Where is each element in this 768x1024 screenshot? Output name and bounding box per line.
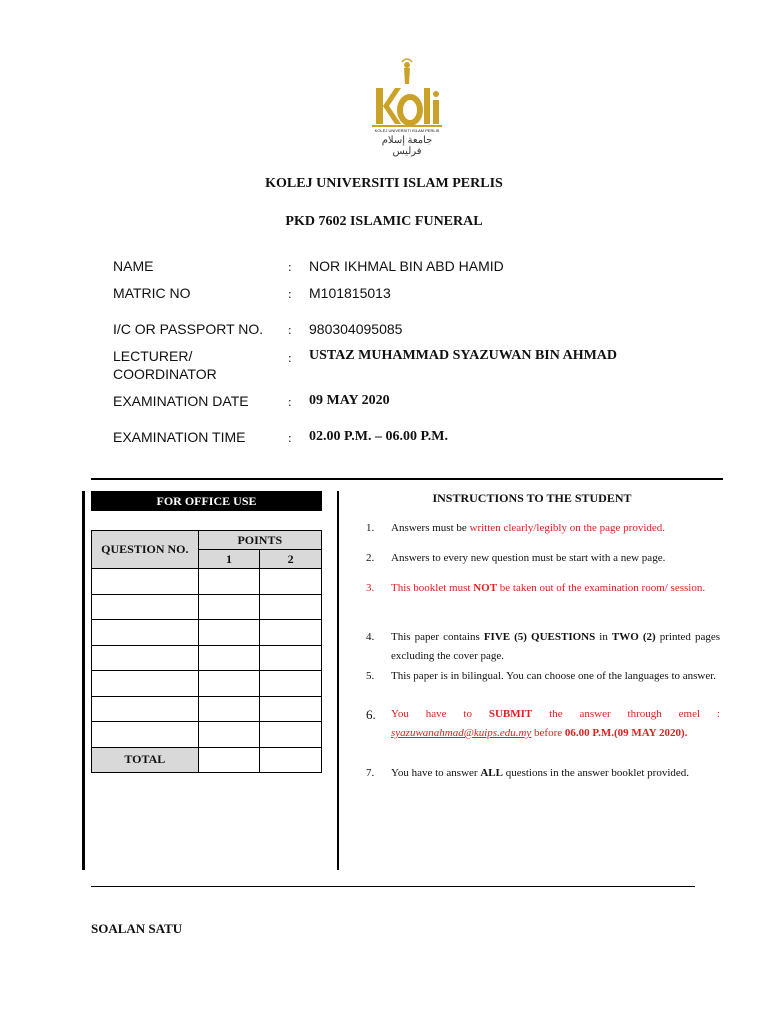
instruction-emphasis: NOT — [473, 582, 498, 594]
instruction-text: Answers must be — [391, 522, 470, 534]
instruction-number: 2. — [366, 552, 375, 564]
course-title: PKD 7602 ISLAMIC FUNERAL — [285, 214, 483, 229]
table-cell[interactable] — [260, 671, 322, 697]
exam-time-value: 02.00 P.M. – 06.00 P.M. — [309, 429, 448, 444]
instruction-emphasis: ALL — [480, 767, 503, 779]
table-cell[interactable] — [92, 696, 199, 722]
points-header: POINTS — [198, 531, 321, 550]
instruction-text: before — [531, 727, 565, 739]
table-cell[interactable] — [198, 620, 260, 646]
matric-label: MATRIC NO — [113, 285, 191, 301]
ic-colon: : — [288, 322, 292, 337]
table-cell[interactable] — [260, 696, 322, 722]
table-cell[interactable] — [198, 671, 260, 697]
instruction-6 — [366, 705, 720, 743]
table-cell[interactable] — [92, 569, 199, 595]
instruction-text: You have to answer — [391, 767, 481, 779]
divider-bottom — [91, 886, 695, 887]
lecturer-colon: : — [288, 350, 292, 365]
instruction-number: 6. — [366, 707, 376, 722]
exam-date-colon: : — [288, 394, 292, 409]
table-cell[interactable] — [198, 645, 260, 671]
instruction-2 — [366, 549, 720, 568]
instruction-emphasis: 06.00 P.M.(09 MAY 2020). — [564, 727, 688, 739]
instruction-5 — [366, 667, 720, 686]
table-cell[interactable] — [260, 645, 322, 671]
section-title: SOALAN SATU — [91, 921, 183, 936]
instruction-number: 3. — [366, 582, 375, 594]
instruction-number: 7. — [366, 767, 375, 779]
institution-title: KOLEJ UNIVERSITI ISLAM PERLIS — [265, 176, 503, 191]
name-value: NOR IKHMAL BIN ABD HAMID — [309, 258, 504, 274]
lecturer-label-line1: LECTURER/ — [113, 348, 193, 364]
table-cell[interactable] — [92, 620, 199, 646]
table-row — [92, 696, 322, 722]
instruction-emphasis: TWO — [611, 631, 639, 643]
instruction-text: You have to — [391, 708, 489, 720]
total-cell-1[interactable] — [198, 747, 260, 773]
instruction-text: in — [595, 631, 612, 643]
table-cell[interactable] — [198, 594, 260, 620]
matric-value: M101815013 — [309, 285, 391, 301]
table-cell[interactable] — [260, 722, 322, 748]
table-cell[interactable] — [92, 722, 199, 748]
table-cell[interactable] — [260, 569, 322, 595]
office-use-header: FOR OFFICE USE — [91, 491, 322, 511]
middle-border — [337, 491, 339, 870]
instruction-number: 4. — [366, 631, 375, 643]
instruction-text: questions in the answer booklet provided. — [502, 767, 690, 779]
instruction-text: This paper contains — [391, 631, 484, 643]
instruction-emphasis: SUBMIT — [488, 708, 533, 720]
instruction-text: be taken out of the examination room/ session. — [497, 582, 706, 594]
table-cell[interactable] — [260, 594, 322, 620]
instruction-emphasis: FIVE (5) QUESTIONS — [483, 631, 596, 643]
instruction-text: This paper is in bilingual. You can choose one of the languages to answer. — [391, 670, 717, 682]
instruction-7 — [366, 764, 720, 783]
instruction-text: This booklet must — [391, 582, 474, 594]
table-cell[interactable] — [92, 671, 199, 697]
table-cell[interactable] — [198, 722, 260, 748]
table-cell[interactable] — [198, 569, 260, 595]
table-row — [92, 594, 322, 620]
email-link[interactable]: syazuwanahmad@kuips.edu.my — [391, 727, 532, 739]
table-row — [92, 569, 322, 595]
exam-time-label: EXAMINATION TIME — [113, 429, 246, 445]
name-colon: : — [288, 259, 292, 274]
name-label: NAME — [113, 258, 154, 274]
table-cell[interactable] — [198, 696, 260, 722]
table-row — [92, 671, 322, 697]
exam-date-value: 09 MAY 2020 — [309, 393, 390, 408]
instruction-text: printed pages excluding the cover page. — [391, 631, 720, 662]
table-cell[interactable] — [92, 594, 199, 620]
total-cell-2[interactable] — [260, 747, 322, 773]
points-col-2: 2 — [260, 550, 322, 569]
instruction-number: 5. — [366, 670, 375, 682]
logo-caption: KOLEJ UNIVERSITI ISLAM PERLIS — [374, 128, 440, 133]
instruction-1 — [366, 519, 720, 538]
instruction-text: the answer through emel : — [532, 708, 720, 720]
total-row — [92, 747, 322, 773]
lecturer-value: USTAZ MUHAMMAD SYAZUWAN BIN AHMAD — [309, 348, 618, 363]
table-cell[interactable] — [260, 620, 322, 646]
lecturer-label-line2: COORDINATOR — [113, 366, 217, 382]
table-row — [92, 722, 322, 748]
instruction-emphasis: (2) — [642, 631, 656, 643]
instructions-title: INSTRUCTIONS TO THE STUDENT — [432, 491, 632, 505]
instruction-highlight: written clearly/legibly on the page provided. — [469, 522, 666, 534]
instruction-number: 1. — [366, 522, 375, 534]
points-col-1: 1 — [198, 550, 260, 569]
table-row — [92, 620, 322, 646]
question-no-header: QUESTION NO. — [92, 531, 199, 569]
table-cell[interactable] — [92, 645, 199, 671]
table-row — [92, 645, 322, 671]
left-border — [82, 491, 85, 870]
divider-top — [91, 478, 723, 480]
ic-value: 980304095085 — [309, 321, 403, 337]
total-label: TOTAL — [92, 747, 199, 773]
instruction-4 — [366, 628, 720, 666]
points-table — [91, 530, 322, 773]
matric-colon: : — [288, 286, 292, 301]
logo-arabic: جامعة إسلام فرليس — [381, 135, 433, 157]
instruction-text: Answers to every new question must be start with a new page. — [391, 552, 666, 564]
college-logo — [368, 58, 446, 156]
exam-time-colon: : — [288, 430, 292, 445]
exam-date-label: EXAMINATION DATE — [113, 393, 249, 409]
instruction-3 — [366, 579, 720, 598]
ic-label: I/C OR PASSPORT NO. — [113, 321, 264, 337]
